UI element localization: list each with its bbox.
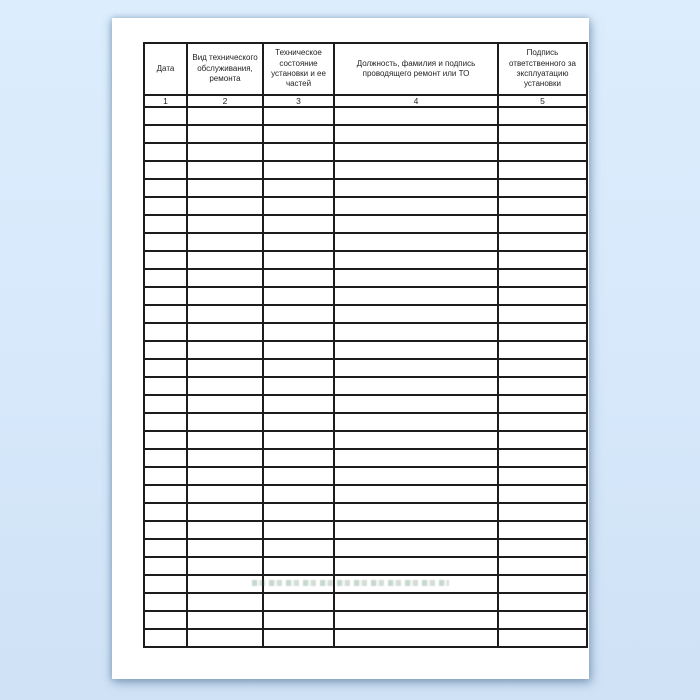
empty-cell xyxy=(144,251,187,269)
table-row xyxy=(144,413,587,431)
empty-cell xyxy=(334,539,498,557)
table-row xyxy=(144,395,587,413)
table-head xyxy=(144,43,587,107)
empty-cell xyxy=(263,359,334,377)
empty-cell xyxy=(498,611,587,629)
table-row xyxy=(144,323,587,341)
empty-cell xyxy=(263,431,334,449)
table-row xyxy=(144,359,587,377)
empty-cell xyxy=(187,593,263,611)
empty-cell xyxy=(187,143,263,161)
table-row xyxy=(144,521,587,539)
empty-cell xyxy=(187,305,263,323)
empty-cell xyxy=(334,107,498,125)
empty-cell xyxy=(498,485,587,503)
empty-cell xyxy=(187,377,263,395)
column-number-2: 2 xyxy=(187,95,263,107)
empty-cell xyxy=(187,251,263,269)
empty-cell xyxy=(144,305,187,323)
empty-cell xyxy=(334,431,498,449)
table-row xyxy=(144,305,587,323)
table-row xyxy=(144,161,587,179)
empty-cell xyxy=(498,161,587,179)
empty-cell xyxy=(498,413,587,431)
empty-cell xyxy=(334,143,498,161)
empty-cell xyxy=(187,521,263,539)
empty-cell xyxy=(187,467,263,485)
table-row xyxy=(144,431,587,449)
empty-cell xyxy=(187,485,263,503)
empty-cell xyxy=(498,395,587,413)
table-row xyxy=(144,629,587,647)
empty-cell xyxy=(498,575,587,593)
empty-cell xyxy=(263,161,334,179)
empty-cell xyxy=(187,359,263,377)
table-row xyxy=(144,611,587,629)
empty-cell xyxy=(263,125,334,143)
table-row xyxy=(144,269,587,287)
empty-cell xyxy=(263,107,334,125)
empty-cell xyxy=(187,107,263,125)
empty-cell xyxy=(144,485,187,503)
empty-cell xyxy=(498,539,587,557)
empty-cell xyxy=(263,251,334,269)
empty-cell xyxy=(334,305,498,323)
empty-cell xyxy=(498,467,587,485)
empty-cell xyxy=(334,449,498,467)
empty-cell xyxy=(263,305,334,323)
empty-cell xyxy=(144,557,187,575)
empty-cell xyxy=(334,359,498,377)
empty-cell xyxy=(144,215,187,233)
empty-cell xyxy=(334,197,498,215)
empty-cell xyxy=(498,215,587,233)
empty-cell xyxy=(334,179,498,197)
empty-cell xyxy=(187,449,263,467)
empty-cell xyxy=(498,449,587,467)
maintenance-log-table xyxy=(143,42,588,648)
empty-cell xyxy=(144,359,187,377)
empty-cell xyxy=(498,179,587,197)
empty-cell xyxy=(263,611,334,629)
empty-cell xyxy=(334,593,498,611)
empty-cell xyxy=(263,503,334,521)
empty-cell xyxy=(144,323,187,341)
table-row xyxy=(144,557,587,575)
table-row xyxy=(144,485,587,503)
column-number-4: 4 xyxy=(334,95,498,107)
column-header-2: Вид технического обслуживания, ремонта xyxy=(187,43,263,95)
empty-cell xyxy=(334,485,498,503)
empty-cell xyxy=(263,449,334,467)
table-row xyxy=(144,593,587,611)
table-row xyxy=(144,467,587,485)
empty-cell xyxy=(263,377,334,395)
empty-cell xyxy=(144,341,187,359)
empty-cell xyxy=(187,215,263,233)
empty-cell xyxy=(334,125,498,143)
empty-cell xyxy=(187,323,263,341)
empty-cell xyxy=(498,359,587,377)
empty-cell xyxy=(263,269,334,287)
empty-cell xyxy=(263,287,334,305)
empty-cell xyxy=(334,161,498,179)
empty-cell xyxy=(334,269,498,287)
empty-cell xyxy=(144,575,187,593)
empty-cell xyxy=(263,557,334,575)
empty-cell xyxy=(144,233,187,251)
table-row xyxy=(144,377,587,395)
empty-cell xyxy=(498,593,587,611)
empty-cell xyxy=(187,125,263,143)
empty-cell xyxy=(144,467,187,485)
table-row xyxy=(144,233,587,251)
empty-cell xyxy=(263,485,334,503)
table-body xyxy=(144,107,587,647)
empty-cell xyxy=(498,107,587,125)
empty-cell xyxy=(498,323,587,341)
empty-cell xyxy=(263,413,334,431)
table-row xyxy=(144,179,587,197)
empty-cell xyxy=(263,233,334,251)
empty-cell xyxy=(334,287,498,305)
table-row xyxy=(144,341,587,359)
empty-cell xyxy=(498,233,587,251)
watermark xyxy=(252,580,449,586)
empty-cell xyxy=(263,539,334,557)
empty-cell xyxy=(144,161,187,179)
empty-cell xyxy=(498,125,587,143)
empty-cell xyxy=(498,287,587,305)
empty-cell xyxy=(334,395,498,413)
empty-cell xyxy=(498,521,587,539)
empty-cell xyxy=(498,143,587,161)
empty-cell xyxy=(187,611,263,629)
empty-cell xyxy=(334,557,498,575)
empty-cell xyxy=(144,125,187,143)
empty-cell xyxy=(187,341,263,359)
empty-cell xyxy=(144,179,187,197)
empty-cell xyxy=(187,287,263,305)
empty-cell xyxy=(498,305,587,323)
empty-cell xyxy=(144,593,187,611)
empty-cell xyxy=(263,341,334,359)
table-row xyxy=(144,251,587,269)
empty-cell xyxy=(334,503,498,521)
table-row xyxy=(144,287,587,305)
column-header-3: Техническое состояние установки и ее частей xyxy=(263,43,334,95)
empty-cell xyxy=(263,467,334,485)
empty-cell xyxy=(334,377,498,395)
empty-cell xyxy=(187,395,263,413)
empty-cell xyxy=(144,269,187,287)
empty-cell xyxy=(334,215,498,233)
table-row xyxy=(144,449,587,467)
empty-cell xyxy=(187,503,263,521)
empty-cell xyxy=(263,197,334,215)
empty-cell xyxy=(334,611,498,629)
empty-cell xyxy=(498,431,587,449)
empty-cell xyxy=(263,143,334,161)
empty-cell xyxy=(263,521,334,539)
empty-cell xyxy=(187,197,263,215)
column-header-4: Должность, фамилия и подпись проводящего ремонт или ТО xyxy=(334,43,498,95)
empty-cell xyxy=(334,233,498,251)
column-number-1: 1 xyxy=(144,95,187,107)
empty-cell xyxy=(187,233,263,251)
column-number-5: 5 xyxy=(498,95,587,107)
empty-cell xyxy=(144,449,187,467)
empty-cell xyxy=(498,269,587,287)
empty-cell xyxy=(498,251,587,269)
empty-cell xyxy=(263,629,334,647)
empty-cell xyxy=(144,377,187,395)
empty-cell xyxy=(263,323,334,341)
empty-cell xyxy=(144,143,187,161)
empty-cell xyxy=(263,395,334,413)
column-header-5: Подпись ответственного за эксплуатацию установки xyxy=(498,43,587,95)
empty-cell xyxy=(144,197,187,215)
column-header-1: Дата xyxy=(144,43,187,95)
empty-cell xyxy=(144,629,187,647)
empty-cell xyxy=(144,287,187,305)
table-row xyxy=(144,107,587,125)
document-page xyxy=(112,18,589,679)
table-row xyxy=(144,125,587,143)
empty-cell xyxy=(498,629,587,647)
empty-cell xyxy=(498,341,587,359)
number-row xyxy=(144,95,587,107)
empty-cell xyxy=(144,431,187,449)
empty-cell xyxy=(144,611,187,629)
table-row xyxy=(144,503,587,521)
empty-cell xyxy=(144,503,187,521)
empty-cell xyxy=(187,269,263,287)
column-number-3: 3 xyxy=(263,95,334,107)
empty-cell xyxy=(498,377,587,395)
empty-cell xyxy=(498,197,587,215)
table-row xyxy=(144,215,587,233)
empty-cell xyxy=(334,413,498,431)
empty-cell xyxy=(334,629,498,647)
empty-cell xyxy=(144,413,187,431)
empty-cell xyxy=(144,395,187,413)
empty-cell xyxy=(498,503,587,521)
table-row xyxy=(144,143,587,161)
empty-cell xyxy=(144,107,187,125)
empty-cell xyxy=(144,521,187,539)
empty-cell xyxy=(334,521,498,539)
table-row xyxy=(144,539,587,557)
empty-cell xyxy=(187,179,263,197)
empty-cell xyxy=(334,251,498,269)
empty-cell xyxy=(187,431,263,449)
empty-cell xyxy=(498,557,587,575)
empty-cell xyxy=(187,557,263,575)
empty-cell xyxy=(334,467,498,485)
empty-cell xyxy=(263,593,334,611)
empty-cell xyxy=(187,629,263,647)
header-row xyxy=(144,43,587,95)
empty-cell xyxy=(144,539,187,557)
empty-cell xyxy=(187,413,263,431)
empty-cell xyxy=(263,179,334,197)
empty-cell xyxy=(187,161,263,179)
empty-cell xyxy=(334,341,498,359)
empty-cell xyxy=(187,539,263,557)
empty-cell xyxy=(263,215,334,233)
table-row xyxy=(144,197,587,215)
empty-cell xyxy=(334,323,498,341)
